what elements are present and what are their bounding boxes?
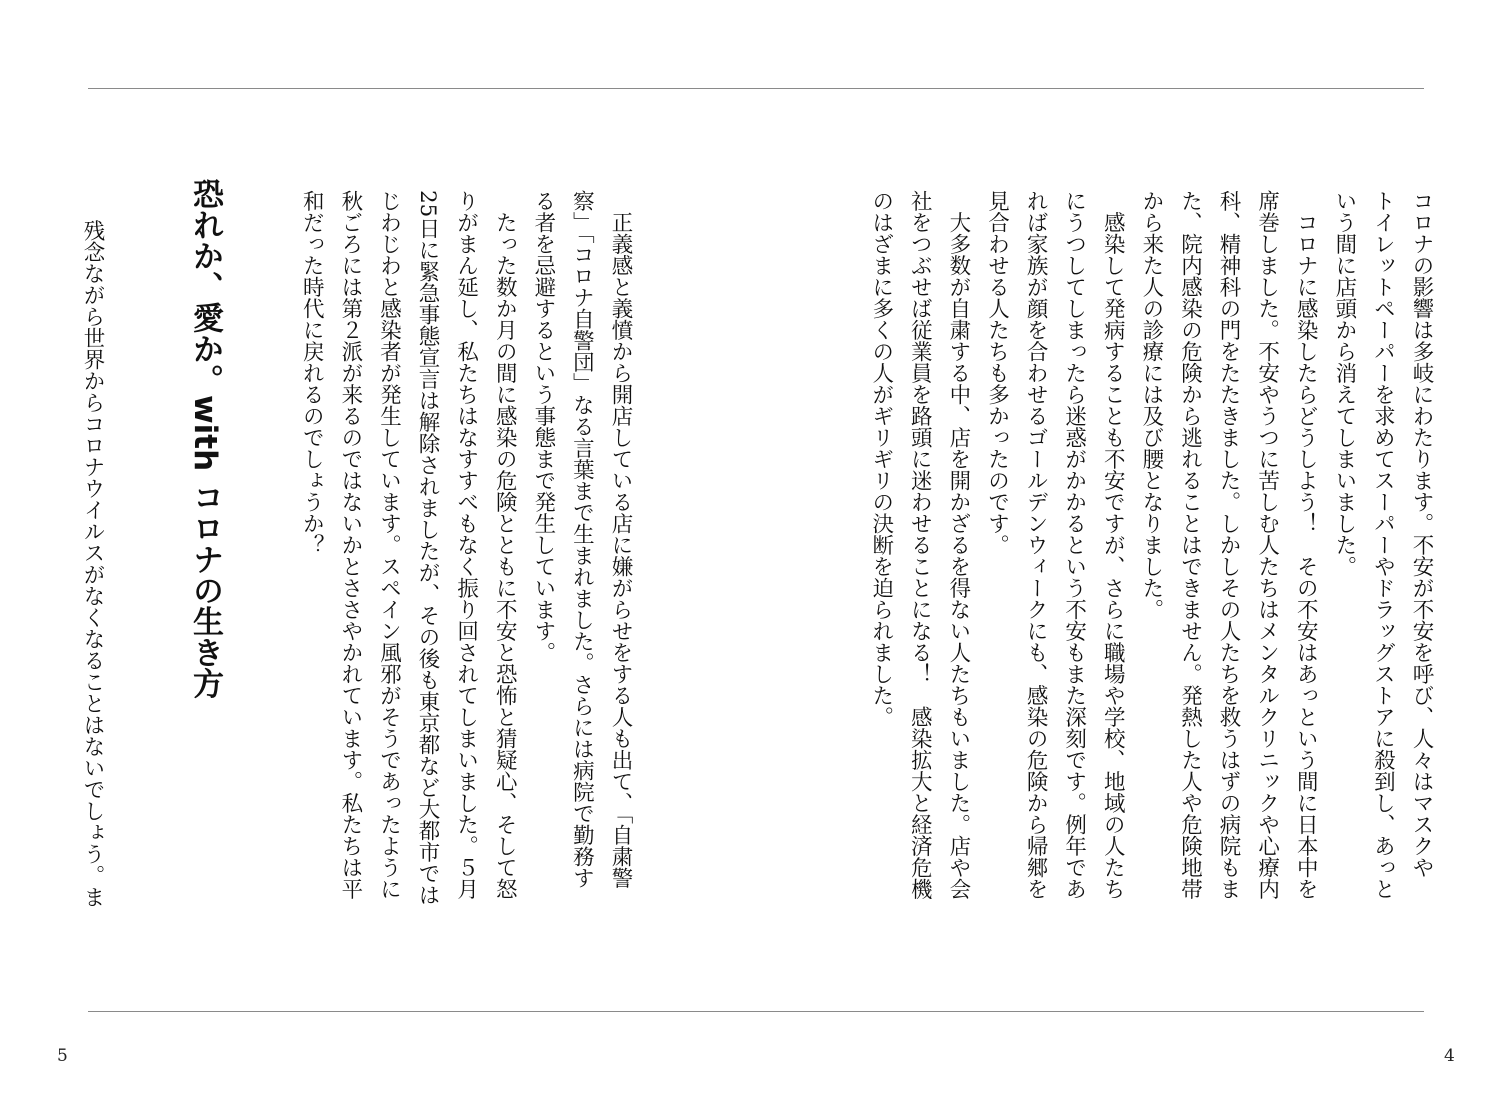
body-line: コロナの影響は多岐にわたります。不安が不安を呼び、人々はマスクや: [1409, 190, 1434, 878]
body-line: 社をつぶせば従業員を路頭に迷わせることになる！ 感染拡大と経済危機: [907, 190, 933, 900]
body-line: た、院内感染の危険から逃れることはできません。発熱した人や危険地帯: [1177, 190, 1203, 900]
body-line: いう間に店頭から消えてしまいました。: [1331, 190, 1357, 577]
body-line: 感染して発病することも不安ですが、さらに職場や学校、地域の人たち: [1100, 190, 1126, 900]
body-line: 秋ごろには第２派が来るのではないかとささやかれています。私たちは平: [337, 190, 363, 900]
page-number-right: 4: [1444, 1046, 1455, 1066]
section-body-start: 残念ながら世界からコロナウイルスがなくなることはないでしょう。ま: [80, 198, 105, 908]
body-line: る者を忌避するという事態まで発生しています。: [530, 190, 556, 663]
top-rule: [88, 88, 1424, 89]
body-line: れば家族が顔を合わせるゴールデンウィークにも、感染の危険から帰郷を: [1023, 190, 1049, 900]
body-line: じわじわと感染者が発生しています。スペイン風邪がそうであったように: [376, 190, 402, 900]
bottom-rule: [88, 1011, 1424, 1012]
body-line: のはざまに多くの人がギリギリの決断を迫られました。: [868, 190, 894, 728]
body-line: 和だった時代に戻れるのでしょうか？: [299, 190, 325, 556]
left-page-body: [292, 190, 639, 950]
body-line: たった数か月の間に感染の危険とともに不安と恐怖と猜疑心、そして怒: [492, 190, 518, 900]
section-heading: 恐れか、愛か。with コロナの生き方: [187, 178, 223, 699]
body-line: コロナに感染したらどうしよう！ その不安はあっという間に日本中を: [1293, 190, 1319, 900]
body-line: 大多数が自粛する中、店を開かざるを得ない人たちもいました。店や会: [945, 190, 971, 900]
body-line: 科、精神科の門をたたきました。しかしその人たちを救うはずの病院もま: [1216, 190, 1242, 900]
body-line: 見合わせる人たちも多かったのです。: [984, 190, 1010, 556]
body-line: りがまん延し、私たちはなすすべもなく振り回されてしまいました。５月: [453, 190, 479, 900]
page-number-left: 5: [57, 1046, 68, 1066]
body-line: から来た人の診療には及び腰となりました。: [1138, 190, 1164, 620]
body-line: にうつしてしまったら迷惑がかかるという不安もまた深刻です。例年であ: [1061, 190, 1087, 900]
body-line: トイレットペーパーを求めてスーパーやドラッグストアに殺到し、あっと: [1370, 190, 1396, 900]
body-line: 席巻しました。不安やうつに苦しむ人たちはメンタルクリニックや心療内: [1254, 190, 1280, 900]
body-line: 25日に緊急事態宣言は解除されましたが、その後も東京都など大都市では: [415, 190, 441, 906]
body-line: 正義感と義憤から開店している店に嫌がらせをする人も出て、「自粛警: [608, 190, 633, 889]
right-page-body: [861, 190, 1440, 950]
body-line: 察」「コロナ自警団」なる言葉まで生まれました。さらには病院で勤務す: [569, 190, 595, 889]
